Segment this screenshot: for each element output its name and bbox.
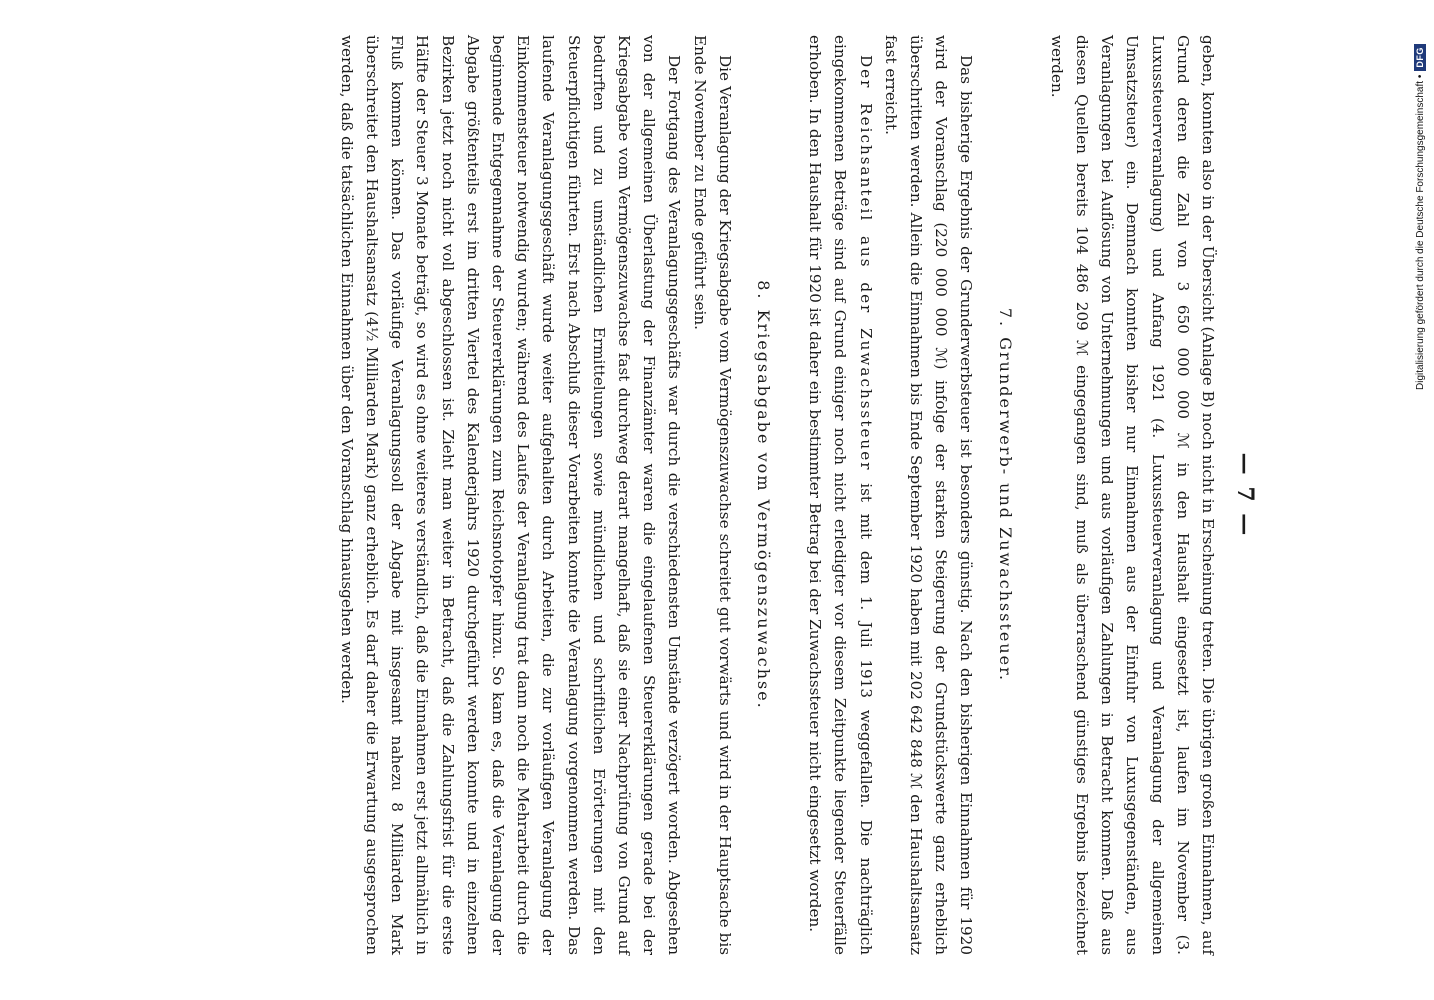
section-8-number: 8. — [753, 280, 773, 302]
rotated-page-content — [180, 35, 1260, 955]
section-7-paragraph-1: Das bisherige Ergebnis der Grunderwerbsteuer ist besonders günstig. Nach den bisherigen Einnahmen für 1920 wird der Voranschlag (220 000 000 ℳ) infolge der starken Steigerung der Grundstückswerte ganz erheblich überschritten werden. Allein die Einnahmen bis Ende September 1920 haben mit 202 642 848 ℳ den Haushaltsansatz fast erreicht. — [881, 35, 976, 955]
section-7-paragraph-2-lead: Der Reichsanteil aus der Zuwachssteuer — [856, 55, 875, 472]
section-7-heading — [992, 35, 1017, 955]
section-8-heading — [751, 35, 776, 955]
dfg-logo-icon: DFG — [1414, 44, 1426, 71]
section-8-paragraph-2: Der Fortgang des Veranlagungsgeschäfts war durch die verschiedensten Umstände verzögert worden. Abgesehen von der allgemeinen Überlastung der Finanzämter waren die eingelaufenen Steuererklärungen gerade bei der Kriegsabgabe vom Vermögenszuwachse fast durchweg derart mangelhaft, daß sie einer Nachprüfung von Grund auf bedurften und zu umständlichen Ermittelungen sowie mündlichen und schriftlichen Erörterungen mit den Steuerpflichtigen führten. Erst nach Abschluß dieser Vorarbeiten konnte die Veranlagung vorgenommen werden. Das laufende Veranlagungsgeschäft wurde weiter aufgehalten durch Arbeiten, die zur vorläufigen Veranlagung der Einkommensteuer notwendig wurden; während des Laufes der Veranlagung trat dann noch die Mehrarbeit durch die beginnende Entgegennahme der Steuererklärungen zum Reichsnotopfer hinzu. So kam es, daß die Veranlagung der Abgabe größtenteils erst im dritten Viertel des Kalenderjahrs 1920 durchgeführt werden konnte und in einzelnen Bezirken jetzt noch nicht voll abgeschlossen ist. Zieht man weiter in Betracht, daß die Zahlungsfrist für die erste Hälfte der Steuer 3 Monate beträgt, so wird es ohne weiteres verständlich, daß die Einnahmen erst jetzt allmählich in Fluß kommen können. Das vorläufige Veranlagungssoll der Abgabe mit insgesamt nahezu 8 Milliarden Mark überschreitet den Haushaltsansatz (4½ Milliarden Mark) ganz erheblich. Es darf daher die Erwartung ausgesprochen werden, daß die tatsächlichen Einnahmen über den Voranschlag hinausgehen werden. — [337, 35, 684, 955]
page-number: — 7 — — [1232, 452, 1258, 538]
section-8-title: Kriegsabgabe vom Vermögenszuwachse. — [753, 309, 773, 710]
section-7-paragraph-2-body: ist mit dem 1. Juli 1913 weggefallen. Die nachträglich eingekommenen Beträge sind auf Grund einiger noch nicht erledigter vor diesem Zeitpunkte liegender Steuerfälle erhoben. In den Haushalt für 1920 ist daher ein bestimmter Betrag bei der Zuwachssteuer nicht eingesetzt worden. — [806, 35, 875, 955]
section-7-paragraph-2 — [802, 35, 878, 955]
intro-paragraph: geben, konnten also in der Übersicht (Anlage B) noch nicht in Erscheinung treten. Die übrigen großen Einnahmen, auf Grund deren die Zahl von 3 650 000 000 ℳ in den Haushalt eingesetzt ist, laufen im November (3. Luxussteuerveranlagung) und Anfang 1921 (4. Luxussteuerveranlagung und Veranlagung der allgemeinen Umsatzsteuer) ein. Demnach konnten bisher nur Einnahmen aus der Einfuhr von Luxusgegenständen, aus Veranlagungen bei Auflösung von Unternehmungen und aus vorläufigen Zahlungen in Betracht kommen. Daß aus diesen Quellen bereits 104 486 209 ℳ eingegangen sind, muß als überraschend günstiges Ergebnis bezeichnet werden. — [1047, 35, 1217, 955]
funding-note — [1414, 44, 1426, 390]
funding-note-text: Digitalisierung gefördert durch die Deutsche Forschungsgemeinschaft • — [1414, 74, 1426, 390]
section-7-title: Grunderwerb- und Zuwachssteuer. — [995, 337, 1015, 683]
section-8-paragraph-1: Die Veranlagung der Kriegsabgabe vom Vermögenszuwachse schreitet gut vorwärts und wird in der Hauptsache bis Ende November zu Ende geführt sein. — [690, 35, 734, 955]
section-7-number: 7. — [995, 307, 1015, 330]
